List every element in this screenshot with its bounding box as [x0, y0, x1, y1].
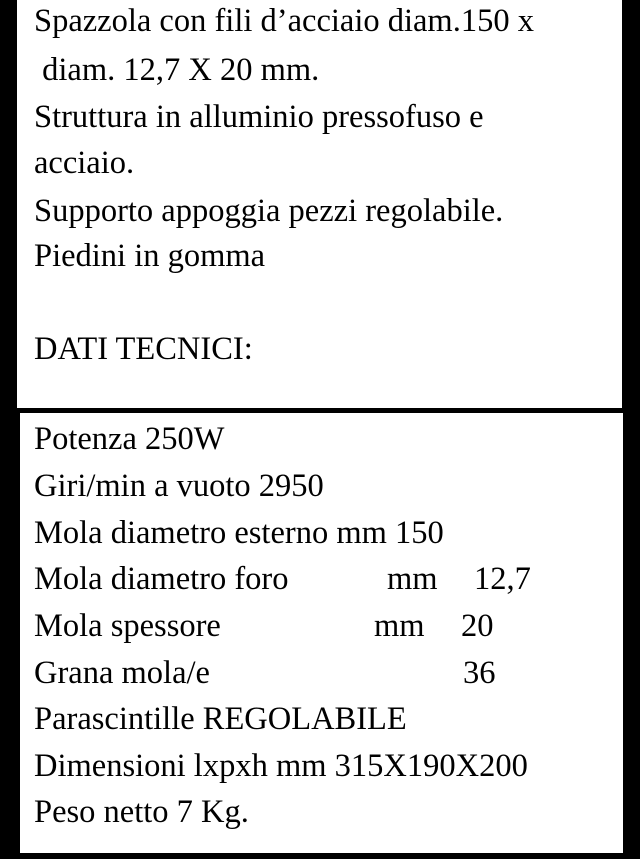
specs-heading: DATI TECNICI: — [34, 331, 253, 367]
spec-label: Mola spessore — [34, 608, 221, 644]
spec-unit: mm — [387, 561, 438, 597]
description-line: acciaio. — [34, 145, 135, 181]
spec-line: Dimensioni lxpxh mm 315X190X200 — [34, 748, 528, 784]
spec-line: Potenza 250W — [34, 421, 225, 457]
spec-line: Parascintille REGOLABILE — [34, 701, 407, 737]
spec-label: Mola diametro foro — [34, 561, 289, 597]
spec-line: Mola diametro esterno mm 150 — [34, 515, 444, 551]
description-line: Piedini in gomma — [34, 238, 266, 274]
spec-label: Grana mola/e — [34, 655, 210, 691]
spec-value: 36 — [463, 655, 496, 691]
spec-line: Peso netto 7 Kg. — [34, 794, 249, 830]
spec-value: 12,7 — [474, 561, 531, 597]
spec-value: 20 — [461, 608, 494, 644]
description-line: Spazzola con fili d’acciaio diam.150 x — [34, 3, 534, 39]
description-line: diam. 12,7 X 20 mm. — [34, 52, 320, 88]
description-line: Supporto appoggia pezzi regolabile. — [34, 193, 504, 229]
spec-unit: mm — [374, 608, 425, 644]
description-line: Struttura in alluminio pressofuso e — [34, 99, 484, 135]
spec-line: Giri/min a vuoto 2950 — [34, 468, 324, 504]
